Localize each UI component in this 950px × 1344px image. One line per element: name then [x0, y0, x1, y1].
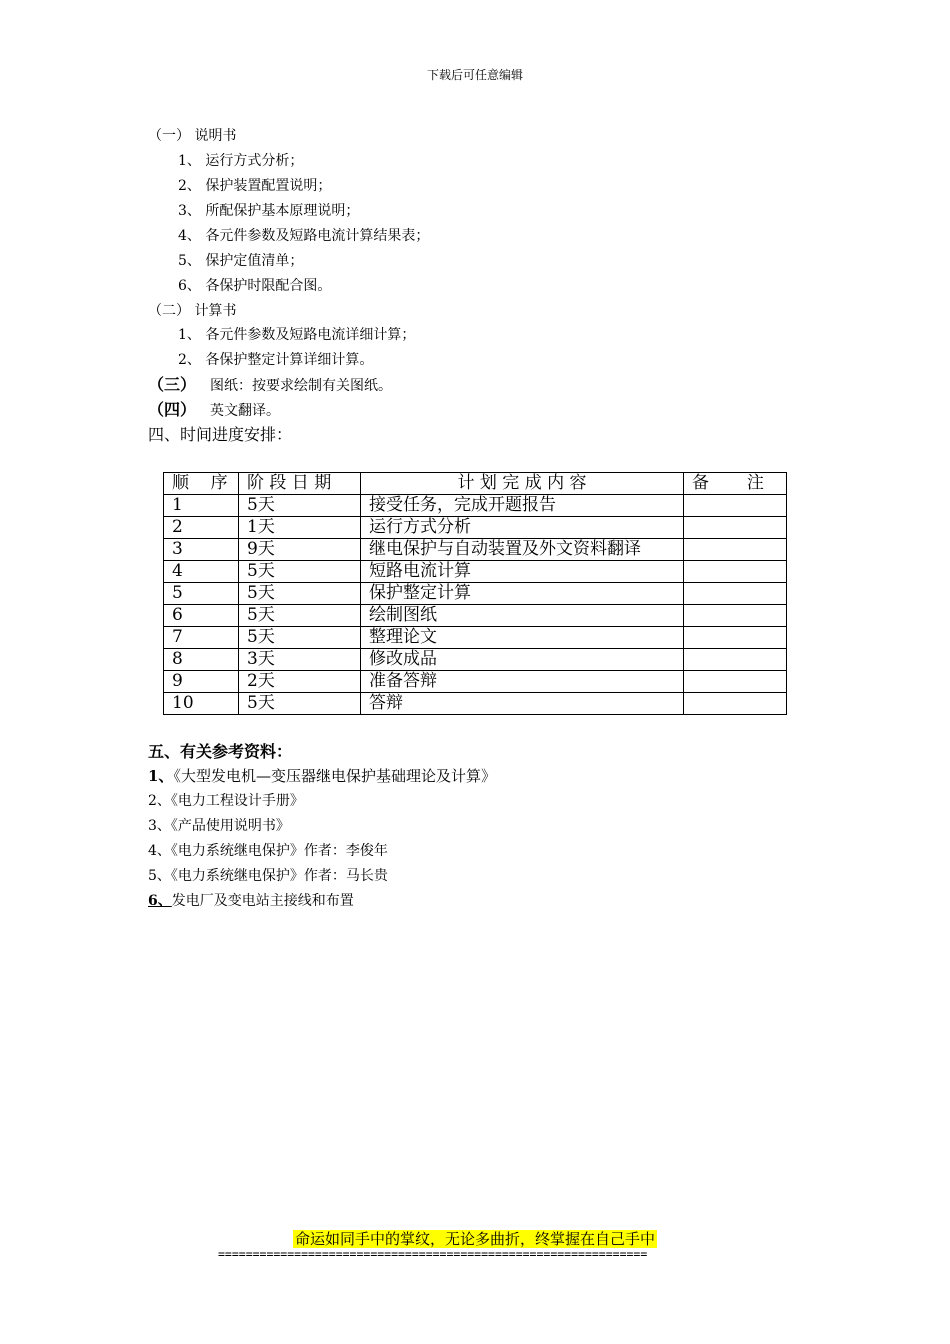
cell-content: 修改成品: [361, 649, 684, 671]
reference-item: [148, 791, 304, 811]
reference-text: 发电厂及变电站主接线和布置: [171, 893, 354, 909]
cell-content: 整理论文: [361, 627, 684, 649]
reference-item: [148, 766, 496, 786]
reference-text: 《产品使用说明书》: [170, 818, 290, 834]
cell-duration: 9天: [239, 539, 361, 561]
section3-label: （三）: [148, 375, 197, 394]
table-row: [164, 605, 787, 627]
cell-content: 继电保护与自动装置及外文资料翻译: [361, 539, 684, 561]
cell-order: 9: [164, 671, 239, 693]
cell-duration: 5天: [239, 693, 361, 715]
table-row: [164, 495, 787, 517]
references-heading: 五、有关参考资料：: [148, 742, 293, 761]
footer-motto: [0, 1228, 950, 1249]
table-row: [164, 583, 787, 605]
reference-item: [148, 891, 354, 911]
cell-remarks: [684, 605, 787, 627]
header-note: 下载后可任意编辑: [426, 68, 523, 82]
cell-order: 4: [164, 561, 239, 583]
cell-content: 绘制图纸: [361, 605, 684, 627]
cell-remarks: [684, 649, 787, 671]
cell-remarks: [684, 539, 787, 561]
section4-heading: [148, 400, 280, 421]
reference-number: 4、: [148, 843, 171, 859]
reference-text: 《电力工程设计手册》: [170, 793, 304, 809]
table-row: [164, 671, 787, 693]
cell-remarks: [684, 495, 787, 517]
footer-motto-text: 命运如同手中的掌纹，无论多曲折，终掌握在自己手中: [294, 1230, 655, 1248]
footer-rule: ==============================================================: [218, 1247, 648, 1261]
cell-duration: 1天: [239, 517, 361, 539]
col-header-duration: 阶 段 日 期: [239, 473, 361, 495]
section1-heading: （一） 说明书: [148, 128, 237, 144]
cell-remarks: [684, 671, 787, 693]
table-header-row: [164, 473, 787, 495]
table-row: [164, 693, 787, 715]
cell-order: 3: [164, 539, 239, 561]
reference-text: 《电力系统继电保护》作者：李俊年: [170, 843, 388, 859]
cell-duration: 5天: [239, 583, 361, 605]
reference-number: 5、: [148, 868, 171, 884]
cell-remarks: [684, 627, 787, 649]
table-row: [164, 649, 787, 671]
cell-remarks: [684, 693, 787, 715]
cell-duration: 5天: [239, 495, 361, 517]
table-row: [164, 627, 787, 649]
section3-heading: [148, 375, 392, 396]
table-row: [164, 539, 787, 561]
cell-duration: 5天: [239, 627, 361, 649]
reference-text: 《大型发电机—变压器继电保护基础理论及计算》: [173, 767, 496, 785]
reference-text: 《电力系统继电保护》作者：马长贵: [170, 868, 388, 884]
section3-text: 图纸：按要求绘制有关图纸。: [210, 378, 393, 394]
cell-content: 准备答辩: [361, 671, 684, 693]
cell-content: 保护整定计算: [361, 583, 684, 605]
table-row: [164, 517, 787, 539]
cell-order: 6: [164, 605, 239, 627]
cell-content: 接受任务，完成开题报告: [361, 495, 684, 517]
section1-item: 1、 运行方式分析；: [178, 153, 304, 169]
cell-order: 10: [164, 693, 239, 715]
cell-order: 7: [164, 627, 239, 649]
cell-content: 短路电流计算: [361, 561, 684, 583]
col-header-content: 计 划 完 成 内 容: [361, 473, 684, 495]
reference-number: 2、: [148, 793, 171, 809]
cell-content: 运行方式分析: [361, 517, 684, 539]
col-header-remarks: 备 注: [684, 473, 787, 495]
section2-item: 2、 各保护整定计算详细计算。: [178, 352, 374, 368]
section2-heading: （二） 计算书: [148, 303, 237, 319]
cell-content: 答辩: [361, 693, 684, 715]
cell-duration: 5天: [239, 605, 361, 627]
reference-item: [148, 841, 388, 861]
table-row: [164, 561, 787, 583]
section1-item: 6、 各保护时限配合图。: [178, 278, 332, 294]
cell-remarks: [684, 583, 787, 605]
col-header-order: 顺 序: [164, 473, 239, 495]
cell-order: 8: [164, 649, 239, 671]
cell-duration: 2天: [239, 671, 361, 693]
section1-item: 4、 各元件参数及短路电流计算结果表；: [178, 228, 430, 244]
cell-order: 1: [164, 495, 239, 517]
schedule-heading: 四、时间进度安排：: [148, 425, 293, 444]
cell-remarks: [684, 517, 787, 539]
reference-item: [148, 816, 290, 836]
cell-duration: 3天: [239, 649, 361, 671]
reference-number: 6、: [148, 893, 172, 909]
section1-item: 2、 保护装置配置说明；: [178, 178, 332, 194]
reference-number: 3、: [148, 818, 171, 834]
section1-item: 3、 所配保护基本原理说明；: [178, 203, 360, 219]
cell-order: 5: [164, 583, 239, 605]
cell-order: 2: [164, 517, 239, 539]
schedule-table: [163, 472, 787, 715]
section4-text: 英文翻译。: [210, 403, 281, 419]
reference-item: [148, 866, 388, 886]
section1-item: 5、 保护定值清单；: [178, 253, 304, 269]
cell-duration: 5天: [239, 561, 361, 583]
section4-label: （四）: [148, 400, 197, 419]
cell-remarks: [684, 561, 787, 583]
reference-number: 1、: [148, 767, 174, 785]
section2-item: 1、 各元件参数及短路电流详细计算；: [178, 327, 416, 343]
